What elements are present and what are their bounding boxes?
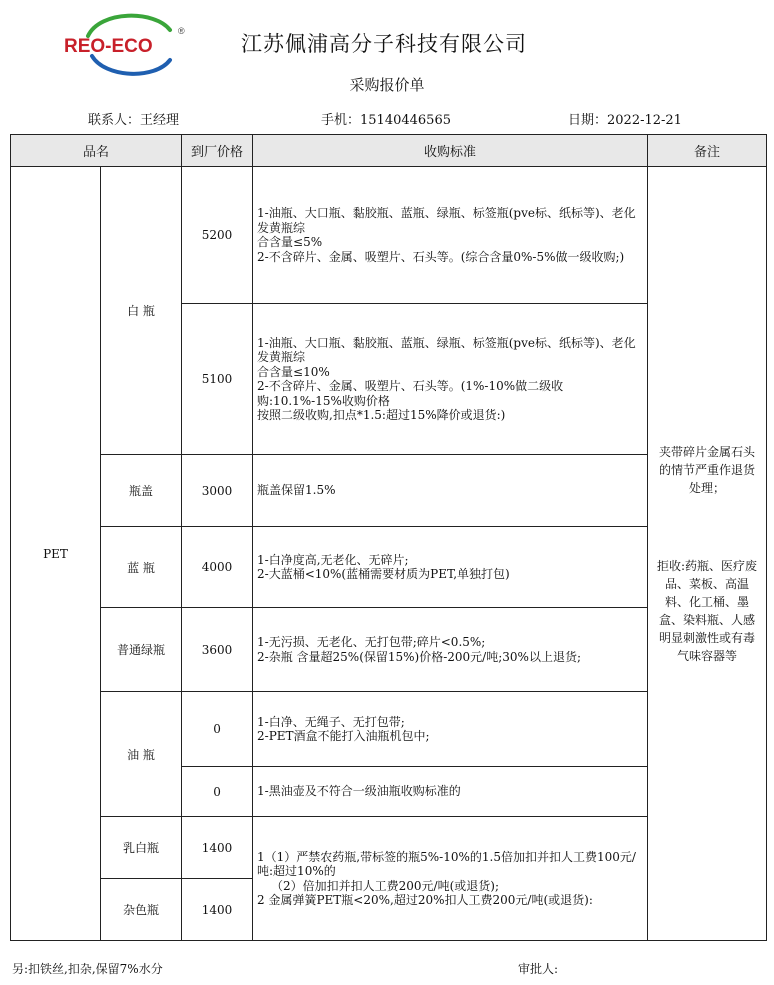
standard-line: 1-白净度高,无老化、无碎片; [257, 552, 409, 567]
merged-standard-cell [253, 817, 648, 941]
standard-line: 合含量≤10% [257, 364, 330, 379]
sub-item-cell: 瓶盖 [101, 455, 182, 527]
phone-number: 手机：15140446565 [321, 113, 451, 128]
header-standard: 收购标准 [253, 135, 648, 167]
price-table [10, 134, 767, 941]
note-rejected-items: 拒收:药瓶、医疗废品、菜板、高温料、化工桶、墨盒、染料瓶、人感明显刺激性或有毒气味容器等 [656, 558, 758, 663]
sub-item-cell: 杂色瓶 [101, 879, 182, 941]
standard-cell [253, 608, 648, 692]
standard-line: 1-黑油壶及不符合一级油瓶收购标准的 [257, 784, 461, 799]
standard-line: （2）倍加扣并扣人工费200元/吨(或退货); [271, 878, 500, 893]
logo-registered: ® [178, 26, 185, 36]
standard-line: 2-不含碎片、金属、吸塑片、石头等。(综合含量0%-5%做一级收购;) [257, 249, 625, 264]
header-price: 到厂价格 [182, 135, 253, 167]
standard-line: 1-无污损、无老化、无打包带;碎片<0.5%; [257, 635, 486, 649]
price-cell: 3600 [182, 608, 253, 692]
header-note: 备注 [648, 135, 767, 167]
sub-item-cell: 蓝 瓶 [101, 527, 182, 608]
sub-item-cell: 油 瓶 [101, 692, 182, 817]
logo-swoosh-blue [92, 56, 170, 74]
standard-line: 2 金属弹簧PET瓶<20%,超过20%扣人工费200元/吨(或退货): [257, 893, 593, 907]
standard-line: 1-白净、无绳子、无打包带; [257, 714, 405, 729]
standard-cell [253, 692, 648, 767]
standard-cell [253, 304, 648, 455]
sub-item-cell: 白 瓶 [101, 167, 182, 455]
table-header-row [11, 135, 767, 167]
price-cell: 0 [182, 767, 253, 817]
standard-cell [253, 167, 648, 304]
standard-line: 1-油瓶、大口瓶、黏胶瓶、蓝瓶、绿瓶、标签瓶(pve标、纸标等)、老化发黄瓶综 [257, 335, 636, 364]
price-cell: 1400 [182, 879, 253, 941]
price-cell: 5100 [182, 304, 253, 455]
approver-label: 审批人: [518, 962, 559, 976]
sub-item-cell: 乳白瓶 [101, 817, 182, 879]
sub-item-cell: 普通绿瓶 [101, 608, 182, 692]
document-title: 采购报价单 [349, 76, 425, 94]
standard-line: 2-杂瓶 含量超25%(保留15%)价格-200元/吨;30%以上退货; [257, 649, 581, 664]
footer-remark: 另:扣铁丝,扣杂,保留7%水分 [12, 962, 163, 976]
note-return-policy: 夹带碎片金属石头的情节严重作退货处理； [659, 444, 756, 495]
note-cell [648, 167, 767, 941]
standard-cell [253, 455, 648, 527]
price-cell: 0 [182, 692, 253, 767]
price-cell: 4000 [182, 527, 253, 608]
logo-text: REO-ECO [64, 36, 153, 57]
table-row [11, 167, 767, 304]
standard-line: 按照二级收购,扣点*1.5:超过15%降价或退货:) [257, 408, 506, 422]
price-cell: 5200 [182, 167, 253, 304]
standard-line: 1-油瓶、大口瓶、黏胶瓶、蓝瓶、绿瓶、标签瓶(pve标、纸标等)、老化发黄瓶综 [257, 206, 636, 235]
standard-line: 2-不含碎片、金属、吸塑片、石头等。(1%-10%做二级收购:10.1%-15%收购价格 [257, 379, 564, 408]
standard-line: 2-大蓝桶<10%(蓝桶需要材质为PET,单独打包) [257, 567, 510, 581]
standard-cell [253, 527, 648, 608]
standard-line: 瓶盖保留1.5% [257, 483, 336, 498]
quote-date: 日期：2022-12-21 [568, 113, 682, 128]
standard-line: 合含量≤5% [257, 235, 323, 249]
company-name: 江苏佩浦高分子科技有限公司 [241, 32, 527, 56]
standard-line: 2-PET酒盒不能打入油瓶机包中; [257, 729, 430, 743]
standard-line: 1（1）严禁农药瓶,带标签的瓶5%-10%的1.5倍加扣并扣人工费100元/吨:超过10%的 [257, 849, 636, 878]
header-name: 品名 [11, 135, 182, 167]
price-cell: 1400 [182, 817, 253, 879]
contact-person: 联系人：王经理 [88, 113, 180, 128]
price-cell: 3000 [182, 455, 253, 527]
category-cell: PET [11, 167, 101, 941]
standard-cell [253, 767, 648, 817]
